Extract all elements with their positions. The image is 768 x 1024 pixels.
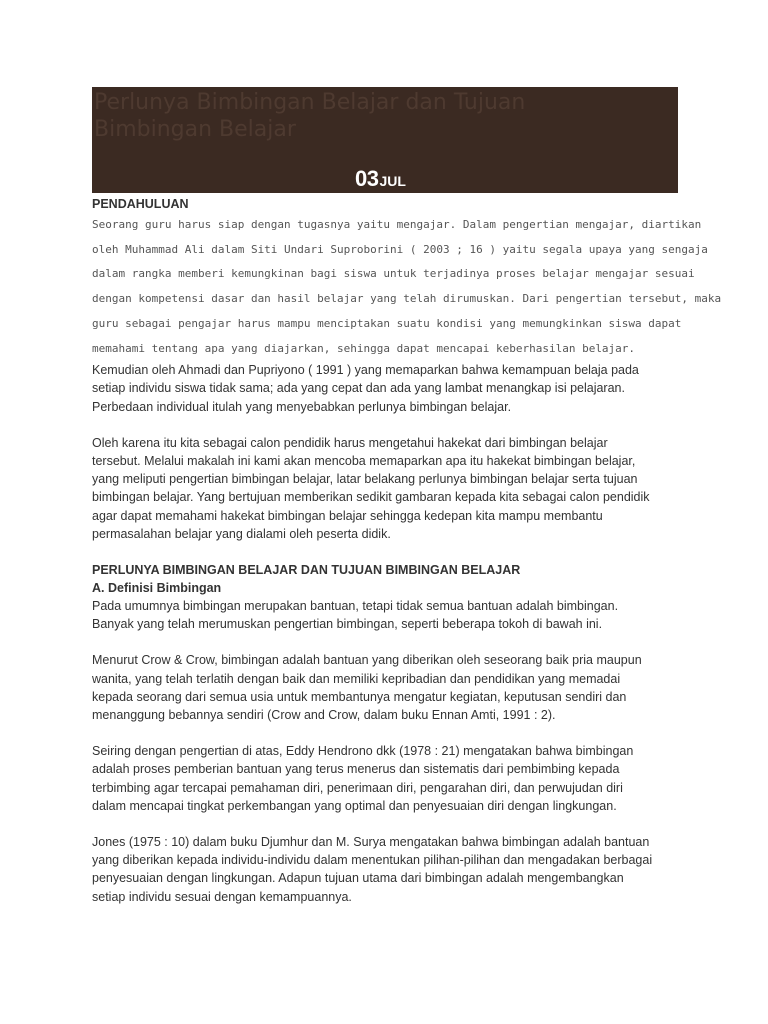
title-line: Perlunya Bimbingan Belajar dan Tujuan (94, 90, 526, 115)
date-day: 03 (355, 166, 379, 191)
section-heading: PERLUNYA BIMBINGAN BELAJAR DAN TUJUAN BIMBINGAN BELAJAR (92, 563, 521, 578)
text-line: yang diberikan kepada individu-individu dalam menentukan pilihan-pilihan dan mengadakan berbagai (92, 853, 653, 868)
paragraph-gap (92, 416, 678, 434)
text-line: kepada seorang dari semua usia untuk membantunya mengatur kegiatan, keputusan sendiri dan (92, 689, 627, 704)
paragraph-gap (92, 633, 678, 651)
paragraph-gap (92, 815, 678, 833)
post-date (355, 166, 406, 192)
text-line: Jones (1975 : 10) dalam buku Djumhur dan M. Surya mengatakan bahwa bimbingan adalah bantuan (92, 835, 650, 850)
body-paragraph (92, 742, 678, 815)
text-line: penyesuaian dengan lingkungan. Adapun tujuan utama dari bimbingan adalah mengembangkan (92, 871, 624, 886)
text-line: yang meliputi pengertian bimbingan belajar, latar belakang perlunya bimbingan belajar serta tujuan (92, 472, 638, 487)
intro-paragraph (92, 361, 678, 416)
intro-paragraph (92, 434, 678, 543)
text-line: Pada umumnya bimbingan merupakan bantuan, tetapi tidak semua bantuan adalah bimbingan. (92, 599, 619, 614)
document-page (92, 87, 722, 906)
text-line: guru sebagai pengajar harus mampu menciptakan suatu kondisi yang memungkinkan siswa dapat (92, 316, 682, 330)
text-line: permasalahan belajar yang dialami oleh peserta didik. (92, 526, 391, 541)
body-paragraph (92, 651, 678, 724)
text-line: setiap individu siswa tidak sama; ada yang cepat dan ada yang lambat menangkap isi pelajaran. (92, 381, 625, 396)
text-line: tersebut. Melalui makalah ini kami akan mencoba memaparkan apa itu hakekat bimbingan belajar, (92, 454, 636, 469)
text-line: oleh Muhammad Ali dalam Siti Undari Suproborini ( 2003 ; 16 ) yaitu segala upaya yang sengaja (92, 242, 708, 256)
text-line: memahami tentang apa yang diajarkan, sehingga dapat mencapai keberhasilan belajar. (92, 341, 636, 355)
header-banner (92, 87, 678, 193)
text-line: Seorang guru harus siap dengan tugasnya yaitu mengajar. Dalam pengertian mengajar, diartikan (92, 218, 702, 231)
text-line: dengan kompetensi dasar dan hasil belajar yang telah dirumuskan. Dari pengertian tersebut, maka (92, 292, 722, 306)
body-paragraph (92, 833, 678, 906)
text-line: dalam mencapai tingkat perkembangan yang optimal dan penyesuaian diri dengan lingkungan. (92, 798, 617, 813)
page-title (94, 89, 674, 143)
text-line: menanggung bebannya sendiri (Crow and Crow, dalam buku Ennan Amti, 1991 : 2). (92, 708, 556, 723)
text-line: Banyak yang telah merumuskan pengertian bimbingan, seperti beberapa tokoh di bawah ini. (92, 617, 603, 632)
text-line: adalah proses pemberian bantuan yang terus menerus dan sistematis dari pembimbing kepada (92, 762, 620, 777)
section-subheading: A. Definisi Bimbingan (92, 581, 222, 596)
text-line: wanita, yang telah terlatih dengan baik dan memiliki kepribadian dan pendidikan yang memadai (92, 671, 621, 686)
intro-mono-paragraph (92, 213, 722, 361)
paragraph-gap (92, 543, 678, 561)
paragraph-gap (92, 724, 678, 742)
text-line: Perbedaan individual itulah yang menyebabkan perlunya bimbingan belajar. (92, 399, 512, 414)
text-line: bimbingan belajar. Yang bertujuan memberikan sedikit gambaran kepada kita sebagai calon pendidik (92, 490, 650, 505)
title-line: Bimbingan Belajar (94, 117, 296, 142)
intro-heading: PENDAHULUAN (92, 197, 189, 211)
text-line: Seiring dengan pengertian di atas, Eddy Hendrono dkk (1978 : 21) mengatakan bahwa bimbingan (92, 744, 634, 759)
text-line: setiap individu sesuai dengan kemampuannya. (92, 889, 352, 904)
body-paragraph (92, 597, 678, 633)
text-line: agar dapat memahami hakekat bimbingan belajar sehingga kedepan kita mampu membantu (92, 508, 603, 523)
text-line: Kemudian oleh Ahmadi dan Pupriyono ( 1991 ) yang memaparkan bahwa kemampuan belaja pada (92, 363, 639, 378)
text-line: Menurut Crow & Crow, bimbingan adalah bantuan yang diberikan oleh seseorang baik pria maupun (92, 653, 642, 668)
text-line: dalam rangka memberi kemungkinan bagi siswa untuk terjadinya proses belajar mengajar sesuai (92, 267, 695, 281)
text-line: terbimbing agar tercapai pemahaman diri, penerimaan diri, pengarahan diri, dan perwujudan diri (92, 780, 623, 795)
date-month: JUL (379, 173, 406, 189)
text-line: Oleh karena itu kita sebagai calon pendidik harus mengetahui hakekat dari bimbingan belajar (92, 435, 608, 450)
